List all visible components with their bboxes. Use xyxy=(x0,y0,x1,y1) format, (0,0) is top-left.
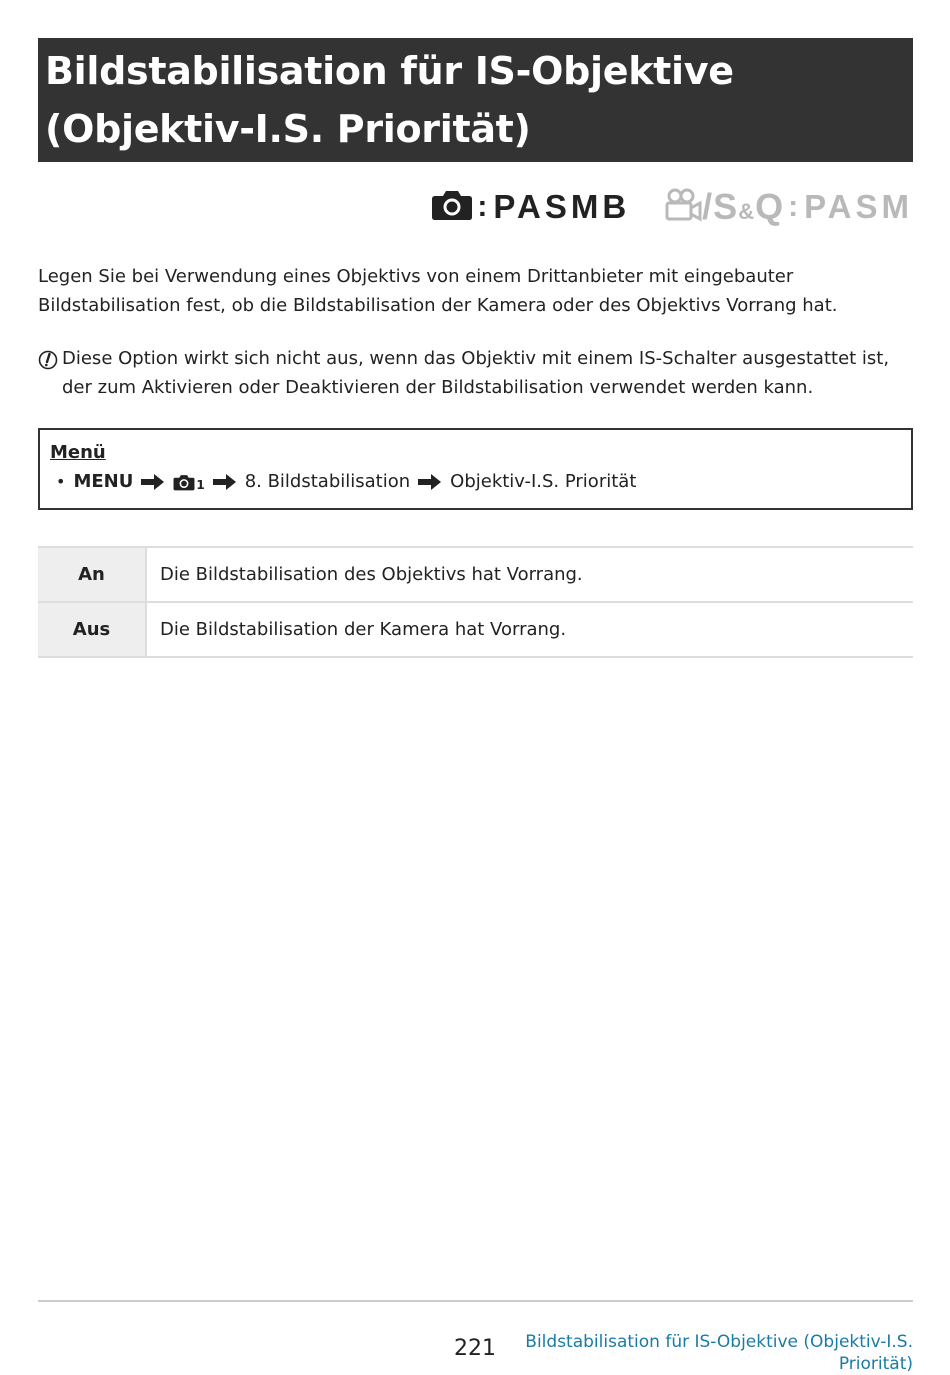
sq-ampersand: & xyxy=(738,199,756,224)
option-key: An xyxy=(38,547,146,602)
footer-divider xyxy=(38,1300,913,1302)
table-row xyxy=(38,547,913,602)
menu-path xyxy=(50,467,901,497)
sq-s-letter: S xyxy=(713,186,739,227)
mode-separator: : xyxy=(477,190,488,223)
caution-text: Diese Option wirkt sich nicht aus, wenn das Objektiv mit einem IS-Schalter ausgestattet ist, der zum Aktivieren oder Deaktivieren der Bildstabilisation verwendet werden kann. xyxy=(62,348,890,398)
menu-path-box xyxy=(38,428,913,510)
table-row xyxy=(38,602,913,657)
title-bar xyxy=(38,38,913,162)
movie-mode-letters: PASM xyxy=(804,188,913,225)
footer-section-link[interactable]: Bildstabilisation für IS-Objektive (Objektiv-I.S. Priorität) xyxy=(525,1332,913,1374)
intro-paragraph: Legen Sie bei Verwendung eines Objektivs von einem Drittanbieter mit eingebauter Bildstabilisation fest, ob die Bildstabilisation der Kamera oder des Objektivs Vorrang hat. xyxy=(38,266,838,316)
camera-icon xyxy=(431,189,473,225)
menu-step-2: Objektiv-I.S. Priorität xyxy=(450,471,637,492)
option-description: Die Bildstabilisation der Kamera hat Vorrang. xyxy=(160,619,567,640)
still-mode-letters: PASMB xyxy=(493,188,631,225)
menu-step-1: 8. Bildstabilisation xyxy=(244,471,411,492)
page-title: Bildstabilisation für IS-Objektive (Objektiv-I.S. Priorität) xyxy=(45,49,734,151)
camera-tab-icon xyxy=(173,474,204,491)
bullet: • xyxy=(56,472,66,491)
movie-mode-separator: : xyxy=(788,190,799,223)
still-modes xyxy=(431,188,630,226)
page-number: 221 xyxy=(454,1336,496,1361)
option-description: Die Bildstabilisation des Objektivs hat Vorrang. xyxy=(160,564,583,585)
camera-tab-subscript: 1 xyxy=(196,477,205,492)
sq-q-letter: Q xyxy=(755,186,785,227)
arrow-right-icon xyxy=(141,473,165,491)
arrow-right-icon xyxy=(418,473,442,491)
menu-title: Menü xyxy=(50,442,106,463)
caution-icon xyxy=(38,344,62,402)
shooting-modes xyxy=(431,186,913,228)
menu-key: MENU xyxy=(73,471,134,492)
options-table xyxy=(38,546,913,658)
arrow-right-icon xyxy=(213,473,237,491)
movie-camera-icon xyxy=(664,188,702,226)
movie-modes xyxy=(664,186,913,228)
caution-note xyxy=(38,344,913,402)
mode-slash: / xyxy=(702,186,714,227)
option-key: Aus xyxy=(38,602,146,657)
